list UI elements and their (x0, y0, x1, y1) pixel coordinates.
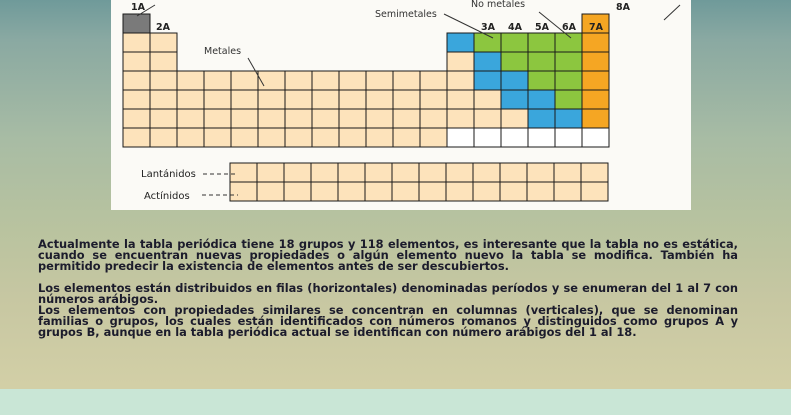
table-cells (123, 14, 609, 201)
element-cell (123, 71, 150, 90)
element-cell (312, 71, 339, 90)
element-cell (150, 109, 177, 128)
lanthanide-cell (338, 163, 365, 182)
element-cell (123, 33, 150, 52)
element-cell (204, 71, 231, 90)
element-cell (501, 33, 528, 52)
actinide-cell (257, 182, 284, 201)
element-cell (555, 71, 582, 90)
element-cell (231, 71, 258, 90)
element-cell (474, 90, 501, 109)
paragraph-families: Los elementos con propiedades similares se concentran en columnas (verticales), que se denominan familias o grupos, los cuales están identificados con números romanos y distinguidos como grupos A y grupos B, aunque en la tabla periódica actual se identifican con número arábigos del 1 al 18. (38, 303, 738, 339)
element-cell (285, 128, 312, 147)
group-label-1A: 1A (131, 2, 145, 13)
element-cell (474, 109, 501, 128)
element-cell (123, 128, 150, 147)
element-cell (366, 109, 393, 128)
element-cell (582, 109, 609, 128)
element-cell (312, 90, 339, 109)
description-text (38, 239, 738, 338)
label-actinidos: Actínidos (144, 191, 190, 202)
element-cell (177, 128, 204, 147)
element-cell (447, 52, 474, 71)
element-cell (285, 109, 312, 128)
actinide-cell (473, 182, 500, 201)
actinide-cell (527, 182, 554, 201)
element-cell (366, 128, 393, 147)
group-label-7A: 7A (589, 22, 603, 33)
element-cell (528, 90, 555, 109)
actinide-cell (230, 182, 257, 201)
element-cell (339, 128, 366, 147)
element-cell (528, 128, 555, 147)
element-cell (123, 109, 150, 128)
element-cell (204, 128, 231, 147)
label-no-metales: No metales (471, 0, 526, 10)
lanthanide-cell (581, 163, 608, 182)
element-cell (393, 71, 420, 90)
element-cell (420, 71, 447, 90)
element-cell (501, 90, 528, 109)
element-cell (123, 52, 150, 71)
element-cell (177, 90, 204, 109)
element-cell (393, 109, 420, 128)
element-cell (582, 71, 609, 90)
group-label-3A: 3A (481, 22, 495, 33)
element-cell (447, 128, 474, 147)
element-cell (150, 128, 177, 147)
element-cell (339, 109, 366, 128)
element-cell (285, 71, 312, 90)
lanthanide-cell (365, 163, 392, 182)
lanthanide-cell (554, 163, 581, 182)
element-cell (366, 71, 393, 90)
actinide-cell (338, 182, 365, 201)
actinide-cell (554, 182, 581, 201)
element-cell (123, 14, 150, 33)
element-cell (447, 90, 474, 109)
element-cell (420, 90, 447, 109)
group-label-4A: 4A (508, 22, 522, 33)
element-cell (582, 33, 609, 52)
actinide-cell (446, 182, 473, 201)
actinide-cell (311, 182, 338, 201)
element-cell (339, 90, 366, 109)
element-cell (150, 33, 177, 52)
element-cell (150, 71, 177, 90)
group-label-2A: 2A (156, 22, 170, 33)
element-cell (501, 71, 528, 90)
element-cell (285, 90, 312, 109)
element-cell (555, 90, 582, 109)
element-cell (231, 109, 258, 128)
element-cell (474, 52, 501, 71)
element-cell (258, 109, 285, 128)
label-semimetales: Semimetales (375, 9, 437, 20)
element-cell (312, 109, 339, 128)
element-cell (528, 33, 555, 52)
lanthanide-cell (257, 163, 284, 182)
element-cell (177, 109, 204, 128)
element-cell (528, 52, 555, 71)
element-cell (555, 128, 582, 147)
element-cell (474, 71, 501, 90)
element-cell (528, 109, 555, 128)
footer-band (0, 389, 791, 415)
periodic-table-figure (111, 0, 691, 210)
element-cell (447, 71, 474, 90)
lanthanide-cell (446, 163, 473, 182)
element-cell (420, 109, 447, 128)
element-cell (231, 90, 258, 109)
lanthanide-cell (527, 163, 554, 182)
element-cell (501, 109, 528, 128)
element-cell (339, 71, 366, 90)
actinide-cell (392, 182, 419, 201)
lanthanide-cell (230, 163, 257, 182)
element-cell (366, 90, 393, 109)
group-label-5A: 5A (535, 22, 549, 33)
lanthanide-cell (473, 163, 500, 182)
element-cell (420, 128, 447, 147)
paragraph-periods: Los elementos están distribuidos en filas (horizontales) denominadas períodos y se enumeran del 1 al 7 con números arábigos. (38, 281, 738, 306)
label-metales: Metales (204, 46, 242, 57)
element-cell (312, 128, 339, 147)
paragraph-groups-elements: Actualmente la tabla periódica tiene 18 grupos y 118 elementos, es interesante que la tabla no es estática, cuando se encuentran nuevas propiedades o algún elemento nuevo la tabla se modifica. También ha permitido predecir la existencia de elementos antes de ser descubiertos. (38, 237, 738, 273)
lanthanide-cell (284, 163, 311, 182)
element-cell (555, 52, 582, 71)
lanthanide-cell (392, 163, 419, 182)
element-cell (150, 90, 177, 109)
actinide-cell (581, 182, 608, 201)
element-cell (204, 90, 231, 109)
label-lantanidos: Lantánidos (141, 169, 196, 180)
element-cell (582, 52, 609, 71)
element-cell (258, 128, 285, 147)
element-cell (204, 109, 231, 128)
element-cell (447, 33, 474, 52)
element-cell (555, 109, 582, 128)
element-cell (501, 128, 528, 147)
element-cell (501, 52, 528, 71)
periodic-table-svg (111, 0, 691, 210)
element-cell (582, 90, 609, 109)
lanthanide-cell (311, 163, 338, 182)
lanthanide-cell (419, 163, 446, 182)
element-cell (258, 90, 285, 109)
element-cell (393, 90, 420, 109)
lanthanide-cell (500, 163, 527, 182)
actinide-cell (365, 182, 392, 201)
element-cell (150, 52, 177, 71)
element-cell (231, 128, 258, 147)
element-cell (258, 71, 285, 90)
element-cell (447, 109, 474, 128)
actinide-cell (500, 182, 527, 201)
element-cell (123, 90, 150, 109)
element-cell (474, 128, 501, 147)
element-cell (582, 128, 609, 147)
element-cell (528, 71, 555, 90)
leader-8a (664, 5, 680, 20)
element-cell (393, 128, 420, 147)
group-label-8A: 8A (616, 2, 630, 13)
element-cell (177, 71, 204, 90)
actinide-cell (419, 182, 446, 201)
actinide-cell (284, 182, 311, 201)
group-label-6A: 6A (562, 22, 576, 33)
